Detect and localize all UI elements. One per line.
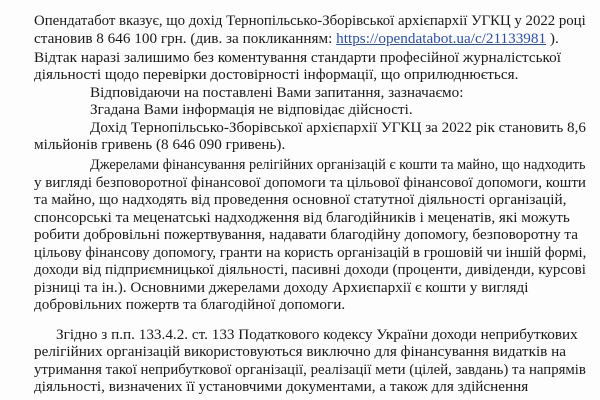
paragraph-line: утримання такої неприбуткової організації, реалізації мети (цілей, завдань) та напрямів — [34, 361, 586, 378]
paragraph-line: доходи від підприємницької діяльності, пасивні доходи (проценти, дивіденди, курсові — [34, 261, 586, 278]
paragraph-line: різниці та ін.). Основними джерелами доходу Архиєпархії є кошти у вигляді — [34, 279, 529, 296]
paragraph-line: Дохід Тернопільсько-Зборівської архієпархії УГКЦ за 2022 рік становить 8,6 — [90, 119, 586, 136]
paragraph-line: та майно, що надходять від проведення основної статутної діяльності організацій, — [34, 191, 567, 208]
opendatabot-link[interactable]: https://opendatabot.ua/c/21133981 — [336, 30, 547, 47]
paragraph-line: у вигляді безповоротної фінансової допомоги та цільової фінансової допомоги, кошти — [34, 174, 586, 191]
paragraph-line: діяльності, визначених її установчими документами, а також для здійснення — [34, 378, 529, 395]
paragraph-line: Згадана Вами інформація не відповідає дійсності. — [90, 101, 413, 118]
paragraph-line-with-link — [34, 30, 559, 47]
paragraph-line: Опендатабот вказує, що дохід Тернопільсько-Зборівської архієпархії УГКЦ у 2022 році — [34, 12, 586, 29]
paragraph-line: робити добровільні пожертвування, надавати благодійну допомогу, безповоротну та — [34, 226, 578, 243]
paragraph-line: спонсорські та меценатські надходження від благодійників і меценатів, які можуть — [34, 209, 570, 226]
paragraph-line: добровільних пожертв та благодійної допомоги. — [34, 296, 346, 313]
paragraph-line: релігійних організацій використовуються виключно для фінансування видатків на — [34, 343, 566, 360]
paragraph-line: Згідно з п.п. 133.4.2. ст. 133 Податкового кодексу України доходи неприбуткових — [56, 326, 578, 343]
paragraph-line: діяльності щодо перевірки достовірності інформації, що оприлюднюється. — [34, 66, 519, 83]
paragraph-line: Відтак наразі залишимо без коментування стандарти професійної журналістської — [34, 49, 561, 66]
line-text: становив 8 646 100 грн. (див. за покликанням: — [34, 30, 337, 47]
paragraph-line: Відповідаючи на поставлені Вами запитання, зазначаємо: — [90, 84, 464, 101]
line-text: ). — [546, 30, 559, 47]
paragraph-line: мільйонів гривень (8 646 090 гривень). — [34, 136, 286, 153]
paragraph-line: Джерелами фінансування релігійних організацій є кошти та майно, що надходить — [90, 156, 586, 173]
paragraph-line: цільову фінансову допомогу, гранти на користь організацій в грошовій чи іншій формі, — [34, 244, 587, 261]
